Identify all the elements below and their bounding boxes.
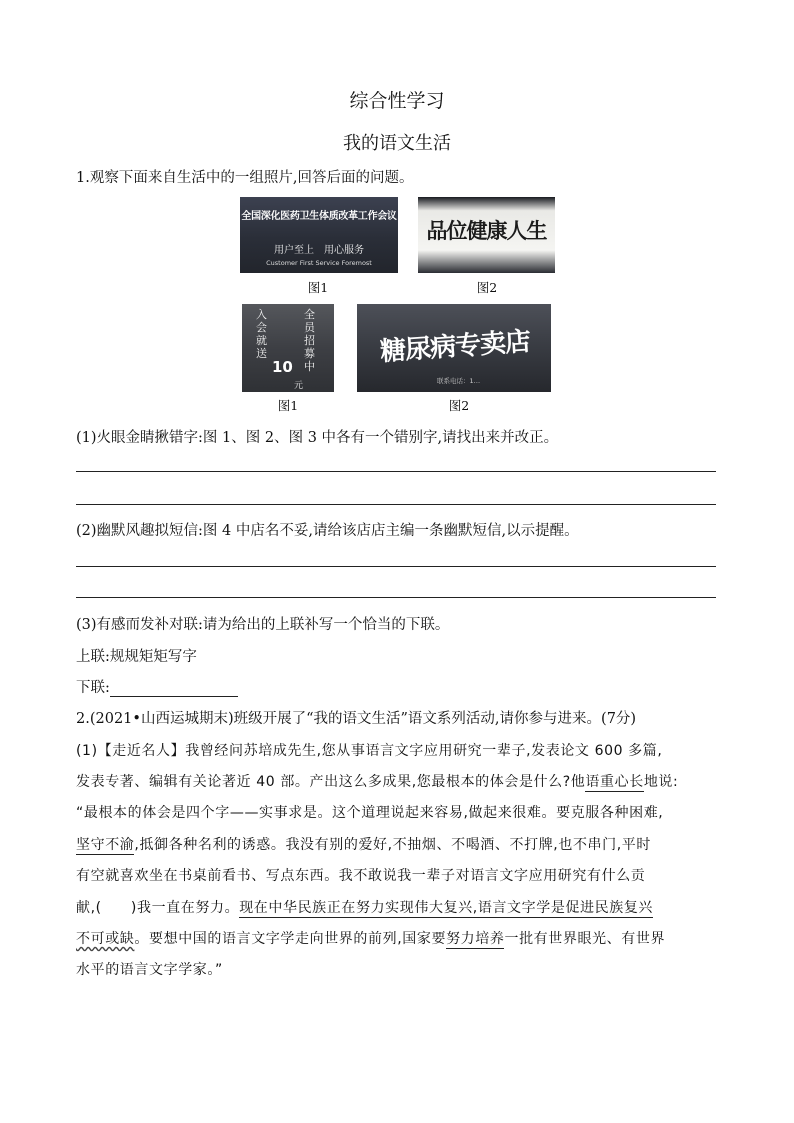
- photo-1-banner: 全国深化医药卫生体质改革工作会议: [241, 211, 397, 222]
- caption-3: 图1: [277, 398, 299, 413]
- q2-line-2-post: 地说:: [643, 774, 679, 790]
- page-title: 综合性学习: [349, 90, 445, 112]
- q2-line-4-post: ,抵御各种名利的诱惑。我没有别的爱好,不抽烟、不喝酒、不打牌,也不串门,平时: [134, 837, 652, 853]
- q2-line-6: [76, 897, 653, 917]
- q1-sub3: (3)有感而发补对联:请为给出的上联补写一个恰当的下联。: [76, 617, 450, 633]
- q2-line-2: [76, 771, 678, 791]
- caption-4: 图2: [448, 398, 470, 413]
- couplet-lower-label: 下联:: [76, 680, 110, 696]
- q2-line-1: (1)【走近名人】我曾经问苏培成先生,您从事语言文字应用研究一辈子,发表论文 600 多篇,: [76, 743, 663, 759]
- photo-4: [357, 304, 551, 392]
- answer-line-1: [76, 471, 716, 472]
- q2-line-2-pre: 发表专著、编辑有关论著近 40 部。产出这么多成果,您最根本的体会是什么?他: [76, 774, 586, 790]
- page-subtitle: 我的语文生活: [343, 133, 451, 154]
- photo-2-sign: 品位健康人生: [426, 219, 547, 243]
- photo-3: [242, 304, 334, 392]
- q2-line-5: 有空就喜欢坐在书桌前看书、写点东西。我不敢说我一辈子对语言文字应用研究有什么贡: [76, 868, 646, 884]
- photo-3-unit: 元: [294, 381, 304, 391]
- couplet-answer-blank: [110, 682, 238, 697]
- underlined-phrase-3: 努力培养: [446, 931, 505, 947]
- q2-line-4: [76, 834, 651, 854]
- wavy-underlined-phrase: 不可或缺: [76, 931, 135, 947]
- q2-line-6-pre: 献,( )我一直在努力。: [76, 900, 240, 916]
- q2-line-7: [76, 928, 665, 948]
- answer-line-4: [76, 597, 716, 598]
- couplet-lower: [76, 676, 238, 697]
- photo-3-column-b: 全员招募中: [304, 308, 315, 373]
- q1-stem: 1.观察下面来自生活中的一组照片,回答后面的问题。: [76, 170, 414, 186]
- photo-4-phone: 联系电话：1…: [437, 377, 481, 385]
- q2-stem: 2.(2021•山西运城期末)班级开展了“我的语文生活”语文系列活动,请你参与进来。(7分): [76, 711, 637, 727]
- answer-line-3: [76, 566, 716, 567]
- underlined-phrase-1: 语重心长: [585, 774, 644, 790]
- photo-1-english: Customer First Service Foremost: [266, 259, 372, 267]
- photo-1-slogan: 用户至上 用心服务: [274, 245, 364, 256]
- q2-line-8: 水平的语言文字学家。”: [76, 962, 223, 978]
- photo-2: [418, 197, 555, 273]
- photo-4-sign: 糖尿病专卖店: [379, 326, 532, 368]
- underlined-sentence: 现在中华民族正在努力实现伟大复兴,语言文字学是促进民族复兴: [239, 900, 654, 916]
- photo-3-number: 10: [272, 358, 293, 376]
- q1-sub2: (2)幽默风趣拟短信:图 4 中店名不妥,请给该店店主编一条幽默短信,以示提醒。: [76, 523, 579, 539]
- q2-line-7-mid: 。要想中国的语言文字学走向世界的前列,国家要: [134, 931, 447, 947]
- photo-3-column-a: 入会就送: [256, 308, 267, 360]
- q2-line-3: “最根本的体会是四个字——实事求是。这个道理说起来容易,做起来很难。要克服各种困难,: [76, 805, 664, 821]
- couplet-upper: 上联:规规矩矩写字: [76, 649, 197, 665]
- q1-sub1: (1)火眼金睛揪错字:图 1、图 2、图 3 中各有一个错别字,请找出来并改正。: [76, 430, 559, 446]
- answer-line-2: [76, 504, 716, 505]
- photo-1: [240, 197, 398, 273]
- caption-2: 图2: [476, 280, 498, 295]
- underlined-phrase-2: 坚守不渝: [76, 837, 135, 853]
- q2-line-7-post: 一批有世界眼光、有世界: [504, 931, 666, 947]
- caption-1: 图1: [307, 280, 329, 295]
